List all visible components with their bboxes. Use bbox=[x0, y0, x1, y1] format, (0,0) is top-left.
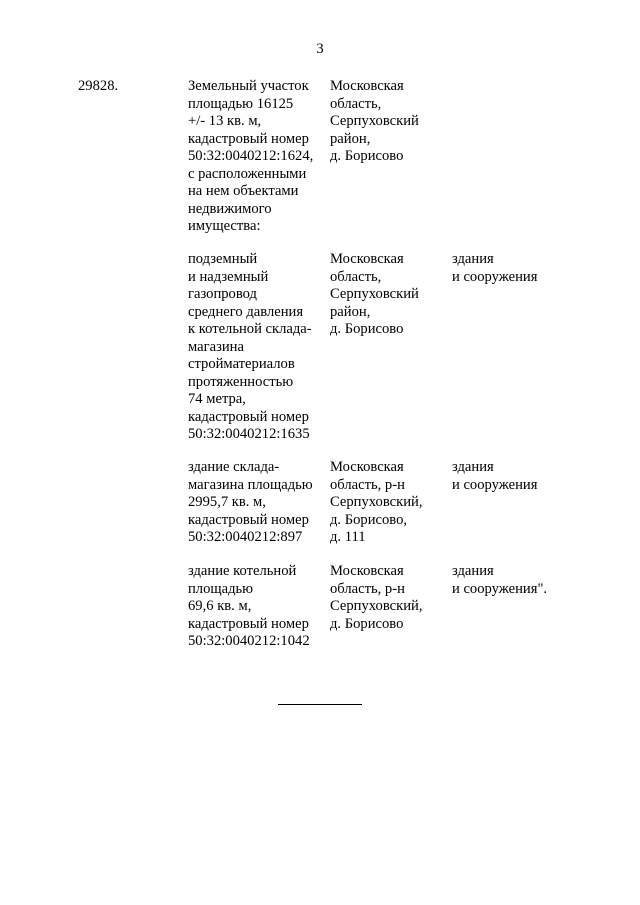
row-3-location: Московская область, р-н Серпуховский, д. Борисово, д. 111 bbox=[330, 459, 423, 545]
page-number: 3 bbox=[316, 41, 324, 57]
row-4-object: здание котельной площадью 69,6 кв. м, кадастровый номер 50:32:0040212:1042 bbox=[188, 563, 310, 649]
row-4-type: здания и сооружения". bbox=[452, 563, 548, 597]
row-3-type: здания и сооружения bbox=[452, 459, 538, 493]
row-2-type: здания и сооружения bbox=[452, 251, 538, 285]
footer-rule bbox=[278, 704, 362, 705]
row-4-location: Московская область, р-н Серпуховский, д. Борисово bbox=[330, 563, 423, 632]
row-3-object: здание склада- магазина площадью 2995,7 кв. м, кадастровый номер 50:32:0040212:897 bbox=[188, 459, 313, 545]
row-1-location: Московская область, Серпуховский район, д. Борисово bbox=[330, 78, 419, 164]
row-1-object: Земельный участок площадью 16125 +/- 13 кв. м, кадастровый номер 50:32:0040212:1624, с расположенными на нем объектами недвижимого имущества: bbox=[188, 78, 314, 234]
entry-number: 29828. bbox=[78, 78, 119, 94]
row-2-object: подземный и надземный газопровод среднего давления к котельной склада- магазина стройматериалов протяженностью 74 метра, кадастровый номер 50:32:0040212:1635 bbox=[188, 251, 312, 442]
row-2-location: Московская область, Серпуховский район, д. Борисово bbox=[330, 251, 419, 337]
